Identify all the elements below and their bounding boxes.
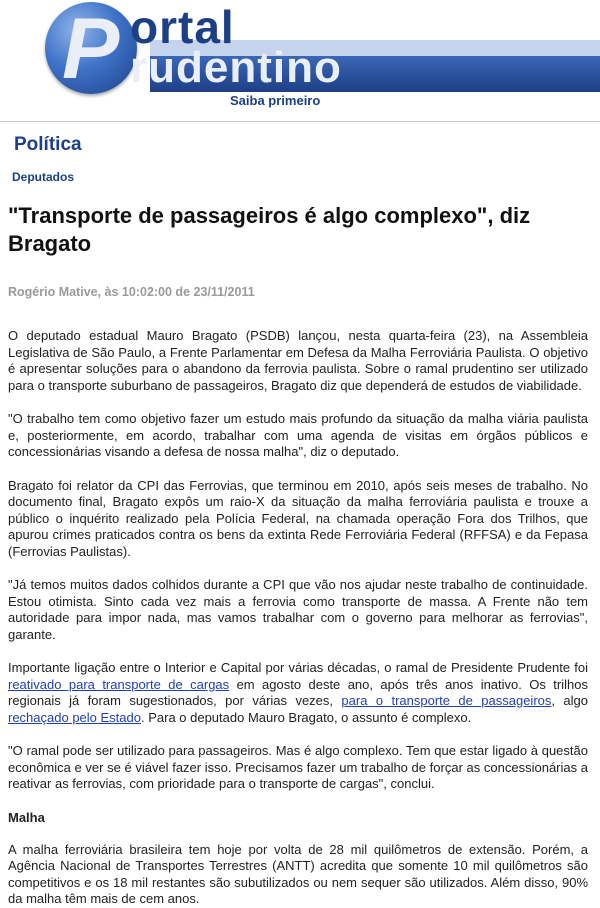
logo-text-line1[interactable]: ortal (130, 1, 235, 53)
header-divider (0, 121, 600, 122)
paragraph-2: "O trabalho tem como objetivo fazer um estudo mais profundo da situação da malha viária paulista e, posteriormente, em acordo, trabalhar com uma agenda de visitas em órgãos públicos e concessionárias visando a defesa de nossa malha", diz o deputado. (8, 411, 588, 459)
p5-text-4: . Para o deputado Mauro Bragato, o assunto é complexo. (140, 709, 472, 725)
section-title[interactable]: Política (14, 134, 82, 155)
article-body (8, 328, 588, 908)
link-rechacado-estado[interactable]: rechaçado pelo Estado (8, 709, 141, 725)
paragraph-1: O deputado estadual Mauro Bragato (PSDB) lançou, nesta quarta-feira (23), na Assembleia Legislativa de São Paulo, a Frente Parlamentar em Defesa da Malha Ferroviária Paulista. O objetivo é apresentar soluções para o abandono da ferrovia paulista. Sobre o ramal prudentino ser utilizado para o transporte suburbano de passageiros, Bragato diz que dependerá de estudos de viabilidade. (8, 328, 588, 393)
link-transporte-passageiros[interactable]: para o transporte de passageiros (341, 693, 552, 708)
tagline: Saiba primeiro (230, 93, 321, 108)
subheading-malha: Malha (8, 809, 45, 825)
p5-text-2: em agosto deste ano, após três anos inativo. Os trilhos regionais já foram sugestionados, por várias vezes, (8, 676, 588, 708)
logo-letter: P (62, 1, 120, 97)
paragraph-3: Bragato foi relator da CPI das Ferrovias, que terminou em 2010, após seis meses de trabalho. No documento final, Bragato expôs um raio-X da situação da malha ferroviária paulista e trouxe a público o inquérito realizado pela Polícia Federal, na chamada operação Fora dos Trilhos, que apurou crimes praticados contra os bens da extinta Rede Ferroviária Federal (RFFSA) e da Fepasa (Ferrovias Paulistas). (8, 477, 588, 559)
paragraph-5 (8, 660, 588, 726)
site-header (0, 0, 600, 124)
link-reativado-cargas[interactable]: reativado para transporte de cargas (8, 676, 230, 692)
main-content (0, 134, 600, 908)
paragraph-4: "Já temos muitos dados colhidos durante a CPI que vão nos ajudar neste trabalho de continuidade. Estou otimista. Sinto cada vez mais a ferrovia como transporte de massa. A Frente não tem autoridade para impor nada, mas vamos trabalhar com o governo para melhorar as ferrovias", garante. (8, 577, 588, 642)
p5-text-1: Importante ligação entre o Interior e Capital por várias décadas, o ramal de Presidente Prudente foi (8, 660, 588, 675)
logo-text-line2[interactable]: rudentino (130, 43, 342, 92)
subsection-link[interactable]: Deputados (12, 170, 75, 184)
paragraph-6: "O ramal pode ser utilizado para passageiros. Mas é algo complexo. Tem que estar ligado à questão econômica e ver se é viável fazer isso. Precisamos fazer um trabalho de forçar as concessionárias a reativar as ferrovias, com prioridade para o transporte de cargas", conclui. (8, 743, 588, 791)
paragraph-7: A malha ferroviária brasileira tem hoje por volta de 28 mil quilômetros de extensão. Porém, a Agência Nacional de Transportes Terrestres (ANTT) acredita que somente 10 mil quilômetros são competitivos e os 18 mil restantes são subutilizados ou nem sequer são utilizados. Além disso, 90% da malha têm mais de cem anos. (8, 841, 588, 906)
article-byline: Rogério Mative, às 10:02:00 de 23/11/2011 (8, 285, 255, 299)
article-title: "Transporte de passageiros é algo complexo", diz Bragato (8, 203, 531, 256)
p5-text-3: , algo (551, 693, 588, 708)
